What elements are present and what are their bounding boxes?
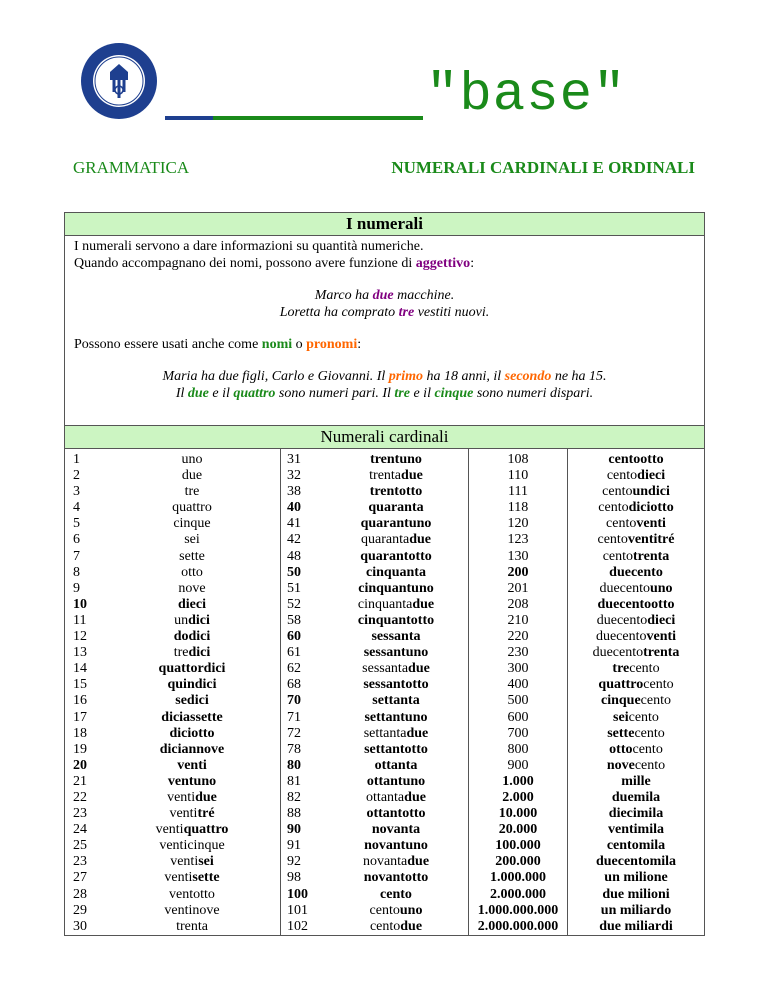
number-cell: 29 — [73, 902, 87, 918]
word-cell: centoundici — [568, 484, 705, 500]
table-row — [65, 903, 704, 919]
word-cell: ventiquattro — [155, 822, 229, 838]
keyword: quattro — [233, 386, 276, 401]
intro-line-2 — [74, 255, 695, 272]
number-cell: 130 — [507, 548, 529, 564]
number-cell: 10 — [73, 596, 87, 612]
word-cell: uno — [181, 452, 203, 467]
word-cell: duecentoventi — [568, 629, 705, 645]
word-cell: ventimila — [568, 822, 705, 838]
table-row — [65, 581, 704, 597]
word-cell: novecento — [568, 758, 705, 774]
number-cell: 20 — [73, 757, 87, 773]
number-cell: 20.000 — [498, 822, 538, 838]
table-row — [65, 549, 704, 565]
number-cell: 700 — [507, 725, 529, 741]
number-cell: 1.000.000 — [490, 870, 546, 886]
text-run: Il — [175, 386, 188, 401]
title-underline-blue — [165, 116, 213, 120]
word-cell: dieci — [178, 596, 206, 612]
word-cell: otto — [181, 564, 203, 580]
number-cell: 800 — [507, 741, 529, 757]
section-title-numerali: I numerali — [65, 213, 704, 236]
word-cell: centodue — [324, 919, 469, 935]
word-cell: trentadue — [324, 468, 469, 484]
number-cell: 4 — [73, 500, 80, 516]
text-run: macchine. — [393, 288, 455, 303]
table-row — [65, 919, 704, 935]
number-cell: 2.000.000 — [490, 886, 546, 902]
table-row — [65, 661, 704, 677]
number-cell: 52 — [281, 597, 325, 613]
word-cell: ventitré — [169, 806, 215, 822]
keyword: due — [372, 288, 394, 303]
intro-line-3 — [74, 336, 695, 353]
table-row — [65, 613, 704, 629]
example-nomi-pronomi — [74, 368, 695, 402]
word-cell: novantadue — [324, 854, 469, 870]
text-run: sono numeri dispari. — [473, 386, 594, 401]
table-row — [65, 693, 704, 709]
number-cell: 1.000.000.000 — [477, 902, 559, 918]
word-cell: duecentotrenta — [568, 645, 705, 661]
word-cell: cinquantadue — [324, 597, 469, 613]
word-cell: cinquecento — [568, 693, 705, 709]
word-cell: centodiciotto — [568, 500, 705, 516]
word-cell: quarantuno — [324, 516, 469, 532]
title-underline-green — [213, 116, 423, 120]
text-run: Maria ha due figli, Carlo e Giovanni. Il — [162, 369, 389, 384]
table-row — [65, 887, 704, 903]
number-cell: 50 — [281, 565, 325, 581]
table-row — [65, 597, 704, 613]
number-cell: 17 — [73, 709, 87, 725]
number-cell: 48 — [281, 549, 325, 565]
word-cell: sessantuno — [324, 645, 469, 661]
header-topic: NUMERALI CARDINALI E ORDINALI — [391, 158, 695, 177]
word-cell: venticinque — [159, 838, 225, 854]
word-cell: ottantotto — [324, 806, 469, 822]
word-cell: cinquanta — [324, 565, 469, 581]
word-cell: centouno — [324, 903, 469, 919]
number-cell: 32 — [281, 468, 325, 484]
brand-title: "base" — [426, 65, 627, 126]
word-cell: sessantotto — [324, 677, 469, 693]
keyword: due — [187, 386, 209, 401]
number-cell: 108 — [507, 452, 529, 467]
word-cell: cinquantotto — [324, 613, 469, 629]
word-cell: cinquantuno — [324, 581, 469, 597]
number-cell: 71 — [281, 710, 325, 726]
word-cell: ventotto — [169, 886, 215, 902]
word-cell: venti — [177, 757, 207, 773]
text-run: ne ha 15. — [551, 369, 607, 384]
word-cell: trentotto — [324, 484, 469, 500]
number-cell: 111 — [508, 484, 528, 500]
word-cell: ventuno — [167, 773, 217, 789]
word-cell: quattordici — [158, 661, 226, 677]
table-row — [65, 822, 704, 838]
table-row — [65, 629, 704, 645]
intro-line-1: I numerali servono a dare informazioni su quantità numeriche. — [74, 239, 424, 254]
number-cell: 19 — [73, 741, 87, 757]
word-cell: duemila — [568, 790, 705, 806]
number-cell: 2.000 — [502, 789, 534, 805]
keyword-aggettivo: aggettivo — [415, 256, 471, 271]
number-cell: 15 — [73, 677, 87, 693]
table-row — [65, 790, 704, 806]
word-cell: due — [181, 468, 203, 484]
number-cell: 16 — [73, 693, 87, 709]
number-cell: 40 — [281, 500, 325, 516]
number-cell: 102 — [281, 919, 325, 935]
word-cell: cento — [324, 887, 469, 903]
number-cell: 91 — [281, 838, 325, 854]
number-cell: 7 — [73, 548, 80, 564]
number-cell: 23 — [73, 806, 87, 822]
number-cell: 68 — [281, 677, 325, 693]
word-cell: ottocento — [568, 742, 705, 758]
word-cell: ventisei — [170, 854, 214, 870]
word-cell: settecento — [568, 726, 705, 742]
table-row — [65, 742, 704, 758]
word-cell: tre — [184, 484, 200, 500]
text-run: e il — [208, 386, 234, 401]
number-cell: 600 — [507, 709, 529, 725]
number-cell: 11 — [73, 612, 87, 628]
text-run: ha 18 anni, il — [423, 369, 505, 384]
number-cell: 900 — [507, 757, 529, 773]
number-cell: 18 — [73, 725, 87, 741]
number-cell: 3 — [73, 484, 80, 500]
number-cell: 118 — [507, 500, 529, 516]
number-cell: 81 — [281, 774, 325, 790]
number-cell: 201 — [507, 580, 529, 596]
table-row — [65, 854, 704, 870]
table-row — [65, 516, 704, 532]
example-line — [74, 304, 695, 321]
table-row — [65, 677, 704, 693]
table-row — [65, 774, 704, 790]
number-cell: 2 — [73, 468, 80, 484]
number-cell: 200.000 — [495, 854, 541, 870]
number-cell: 82 — [281, 790, 325, 806]
word-cell: duecentouno — [568, 581, 705, 597]
number-cell: 9 — [73, 580, 80, 596]
word-cell: sedici — [175, 693, 209, 709]
number-cell: 120 — [507, 516, 529, 532]
word-cell: quindici — [167, 677, 217, 693]
number-cell: 62 — [281, 661, 325, 677]
number-cell: 90 — [281, 822, 325, 838]
number-cell: 300 — [507, 661, 529, 677]
example-aggettivo — [74, 287, 695, 321]
number-cell: 101 — [281, 903, 325, 919]
table-row — [65, 468, 704, 484]
word-cell: diciannove — [159, 741, 225, 757]
word-cell: ottanta — [324, 758, 469, 774]
table-row — [65, 532, 704, 548]
table-row — [65, 806, 704, 822]
word-cell: centoventi — [568, 516, 705, 532]
intro-text — [65, 236, 704, 425]
keyword: tre — [398, 305, 415, 320]
text-run: Quando accompagnano dei nomi, possono avere funzione di — [74, 256, 416, 271]
number-cell: 70 — [281, 693, 325, 709]
number-cell: 100 — [281, 887, 325, 903]
number-cell: 208 — [507, 596, 529, 612]
text-run: sono numeri pari. Il — [275, 386, 395, 401]
table-row — [65, 870, 704, 886]
text-run: vestiti nuovi. — [414, 305, 490, 320]
word-cell: duecentodieci — [568, 613, 705, 629]
table-row — [65, 838, 704, 854]
table-row — [65, 645, 704, 661]
word-cell: centodieci — [568, 468, 705, 484]
university-seal-logo — [80, 42, 158, 120]
word-cell: quarantadue — [324, 532, 469, 548]
number-cell: 92 — [281, 854, 325, 870]
number-cell: 8 — [73, 564, 80, 580]
number-cell: 500 — [507, 693, 529, 709]
word-cell: dodici — [173, 629, 211, 645]
number-cell: 100.000 — [495, 838, 541, 854]
number-cell: 1 — [73, 452, 80, 467]
number-cell: 27 — [73, 870, 87, 886]
word-cell: novantuno — [324, 838, 469, 854]
word-cell: duecentomila — [568, 854, 705, 870]
number-cell: 24 — [73, 822, 87, 838]
word-cell: diecimila — [568, 806, 705, 822]
word-cell: trenta — [176, 918, 208, 934]
number-cell: 31 — [281, 449, 325, 468]
word-cell: sei — [184, 532, 200, 548]
word-cell: quaranta — [324, 500, 469, 516]
number-cell: 14 — [73, 661, 87, 677]
word-cell: seicento — [568, 710, 705, 726]
word-cell: duecento — [568, 565, 705, 581]
word-cell: novanta — [324, 822, 469, 838]
number-cell: 58 — [281, 613, 325, 629]
word-cell: sessantadue — [324, 661, 469, 677]
word-cell: diciotto — [169, 725, 215, 741]
keyword: primo — [388, 369, 423, 384]
word-cell: ottantuno — [324, 774, 469, 790]
word-cell: trentuno — [324, 449, 469, 468]
cardinal-numbers-table — [65, 449, 704, 935]
number-cell: 80 — [281, 758, 325, 774]
word-cell: cinque — [173, 516, 211, 532]
table-row — [65, 449, 704, 468]
word-cell: ventidue — [167, 789, 217, 805]
number-cell: 61 — [281, 645, 325, 661]
word-cell: trecento — [568, 661, 705, 677]
word-cell: sessanta — [324, 629, 469, 645]
number-cell: 25 — [73, 838, 87, 854]
number-cell: 6 — [73, 532, 80, 548]
word-cell: due milioni — [568, 887, 705, 903]
word-cell: centoventitré — [568, 532, 705, 548]
word-cell: un milione — [568, 870, 705, 886]
section-title-cardinali: Numerali cardinali — [65, 425, 704, 449]
word-cell: nove — [178, 580, 206, 596]
keyword-pronomi: pronomi — [306, 337, 358, 352]
number-cell: 220 — [507, 629, 529, 645]
word-cell: duecentootto — [568, 597, 705, 613]
word-cell: undici — [174, 612, 210, 628]
number-cell: 51 — [281, 581, 325, 597]
example-line — [74, 368, 695, 385]
number-cell: 13 — [73, 645, 87, 661]
text-run: Possono essere usati anche come — [74, 337, 262, 352]
text-run: e il — [409, 386, 435, 401]
word-cell: settantuno — [324, 710, 469, 726]
table-row — [65, 726, 704, 742]
content-box — [64, 212, 705, 936]
table-row — [65, 710, 704, 726]
word-cell: sette — [179, 548, 205, 564]
number-cell: 88 — [281, 806, 325, 822]
keyword-nomi: nomi — [261, 337, 293, 352]
example-line — [74, 287, 695, 304]
word-cell: settanta — [324, 693, 469, 709]
number-cell: 12 — [73, 629, 87, 645]
number-cell: 30 — [73, 918, 87, 934]
word-cell: un miliardo — [568, 903, 705, 919]
word-cell: ottantadue — [324, 790, 469, 806]
word-cell: novantotto — [324, 870, 469, 886]
word-cell: ventinove — [164, 902, 220, 918]
text-run: : — [470, 256, 475, 271]
number-cell: 200 — [507, 564, 529, 580]
keyword: cinque — [434, 386, 474, 401]
number-cell: 230 — [507, 645, 529, 661]
number-cell: 72 — [281, 726, 325, 742]
word-cell: quattro — [172, 500, 212, 516]
number-cell: 22 — [73, 789, 87, 805]
text-run: : — [357, 337, 362, 352]
word-cell: quattrocento — [568, 677, 705, 693]
example-line — [74, 385, 695, 402]
number-cell: 110 — [507, 468, 529, 484]
number-cell: 2.000.000.000 — [477, 918, 559, 934]
table-body — [65, 449, 704, 935]
word-cell: ventisette — [164, 870, 220, 886]
number-cell: 123 — [507, 532, 529, 548]
keyword: tre — [394, 386, 410, 401]
number-cell: 5 — [73, 516, 80, 532]
number-cell: 38 — [281, 484, 325, 500]
word-cell: due miliardi — [568, 919, 705, 935]
table-row — [65, 565, 704, 581]
keyword: secondo — [504, 369, 552, 384]
number-cell: 78 — [281, 742, 325, 758]
word-cell: settantotto — [324, 742, 469, 758]
text-run: o — [292, 337, 307, 352]
number-cell: 400 — [507, 677, 529, 693]
text-run: Loretta ha comprato — [279, 305, 399, 320]
word-cell: quarantotto — [324, 549, 469, 565]
number-cell: 21 — [73, 773, 87, 789]
word-cell: mille — [568, 774, 705, 790]
number-cell: 28 — [73, 886, 87, 902]
word-cell: tredici — [173, 645, 211, 661]
number-cell: 42 — [281, 532, 325, 548]
number-cell: 23 — [73, 854, 87, 870]
table-row — [65, 758, 704, 774]
number-cell: 210 — [507, 612, 529, 628]
word-cell: diciassette — [161, 709, 223, 725]
word-cell: centotrenta — [568, 549, 705, 565]
text-run: Marco ha — [314, 288, 373, 303]
word-cell: centomila — [568, 838, 705, 854]
number-cell: 10.000 — [498, 806, 538, 822]
word-cell: centootto — [568, 449, 705, 468]
table-row — [65, 500, 704, 516]
number-cell: 1.000 — [502, 773, 534, 789]
table-row — [65, 484, 704, 500]
header-subject: GRAMMATICA — [73, 158, 190, 177]
number-cell: 60 — [281, 629, 325, 645]
number-cell: 41 — [281, 516, 325, 532]
number-cell: 98 — [281, 870, 325, 886]
word-cell: settantadue — [324, 726, 469, 742]
